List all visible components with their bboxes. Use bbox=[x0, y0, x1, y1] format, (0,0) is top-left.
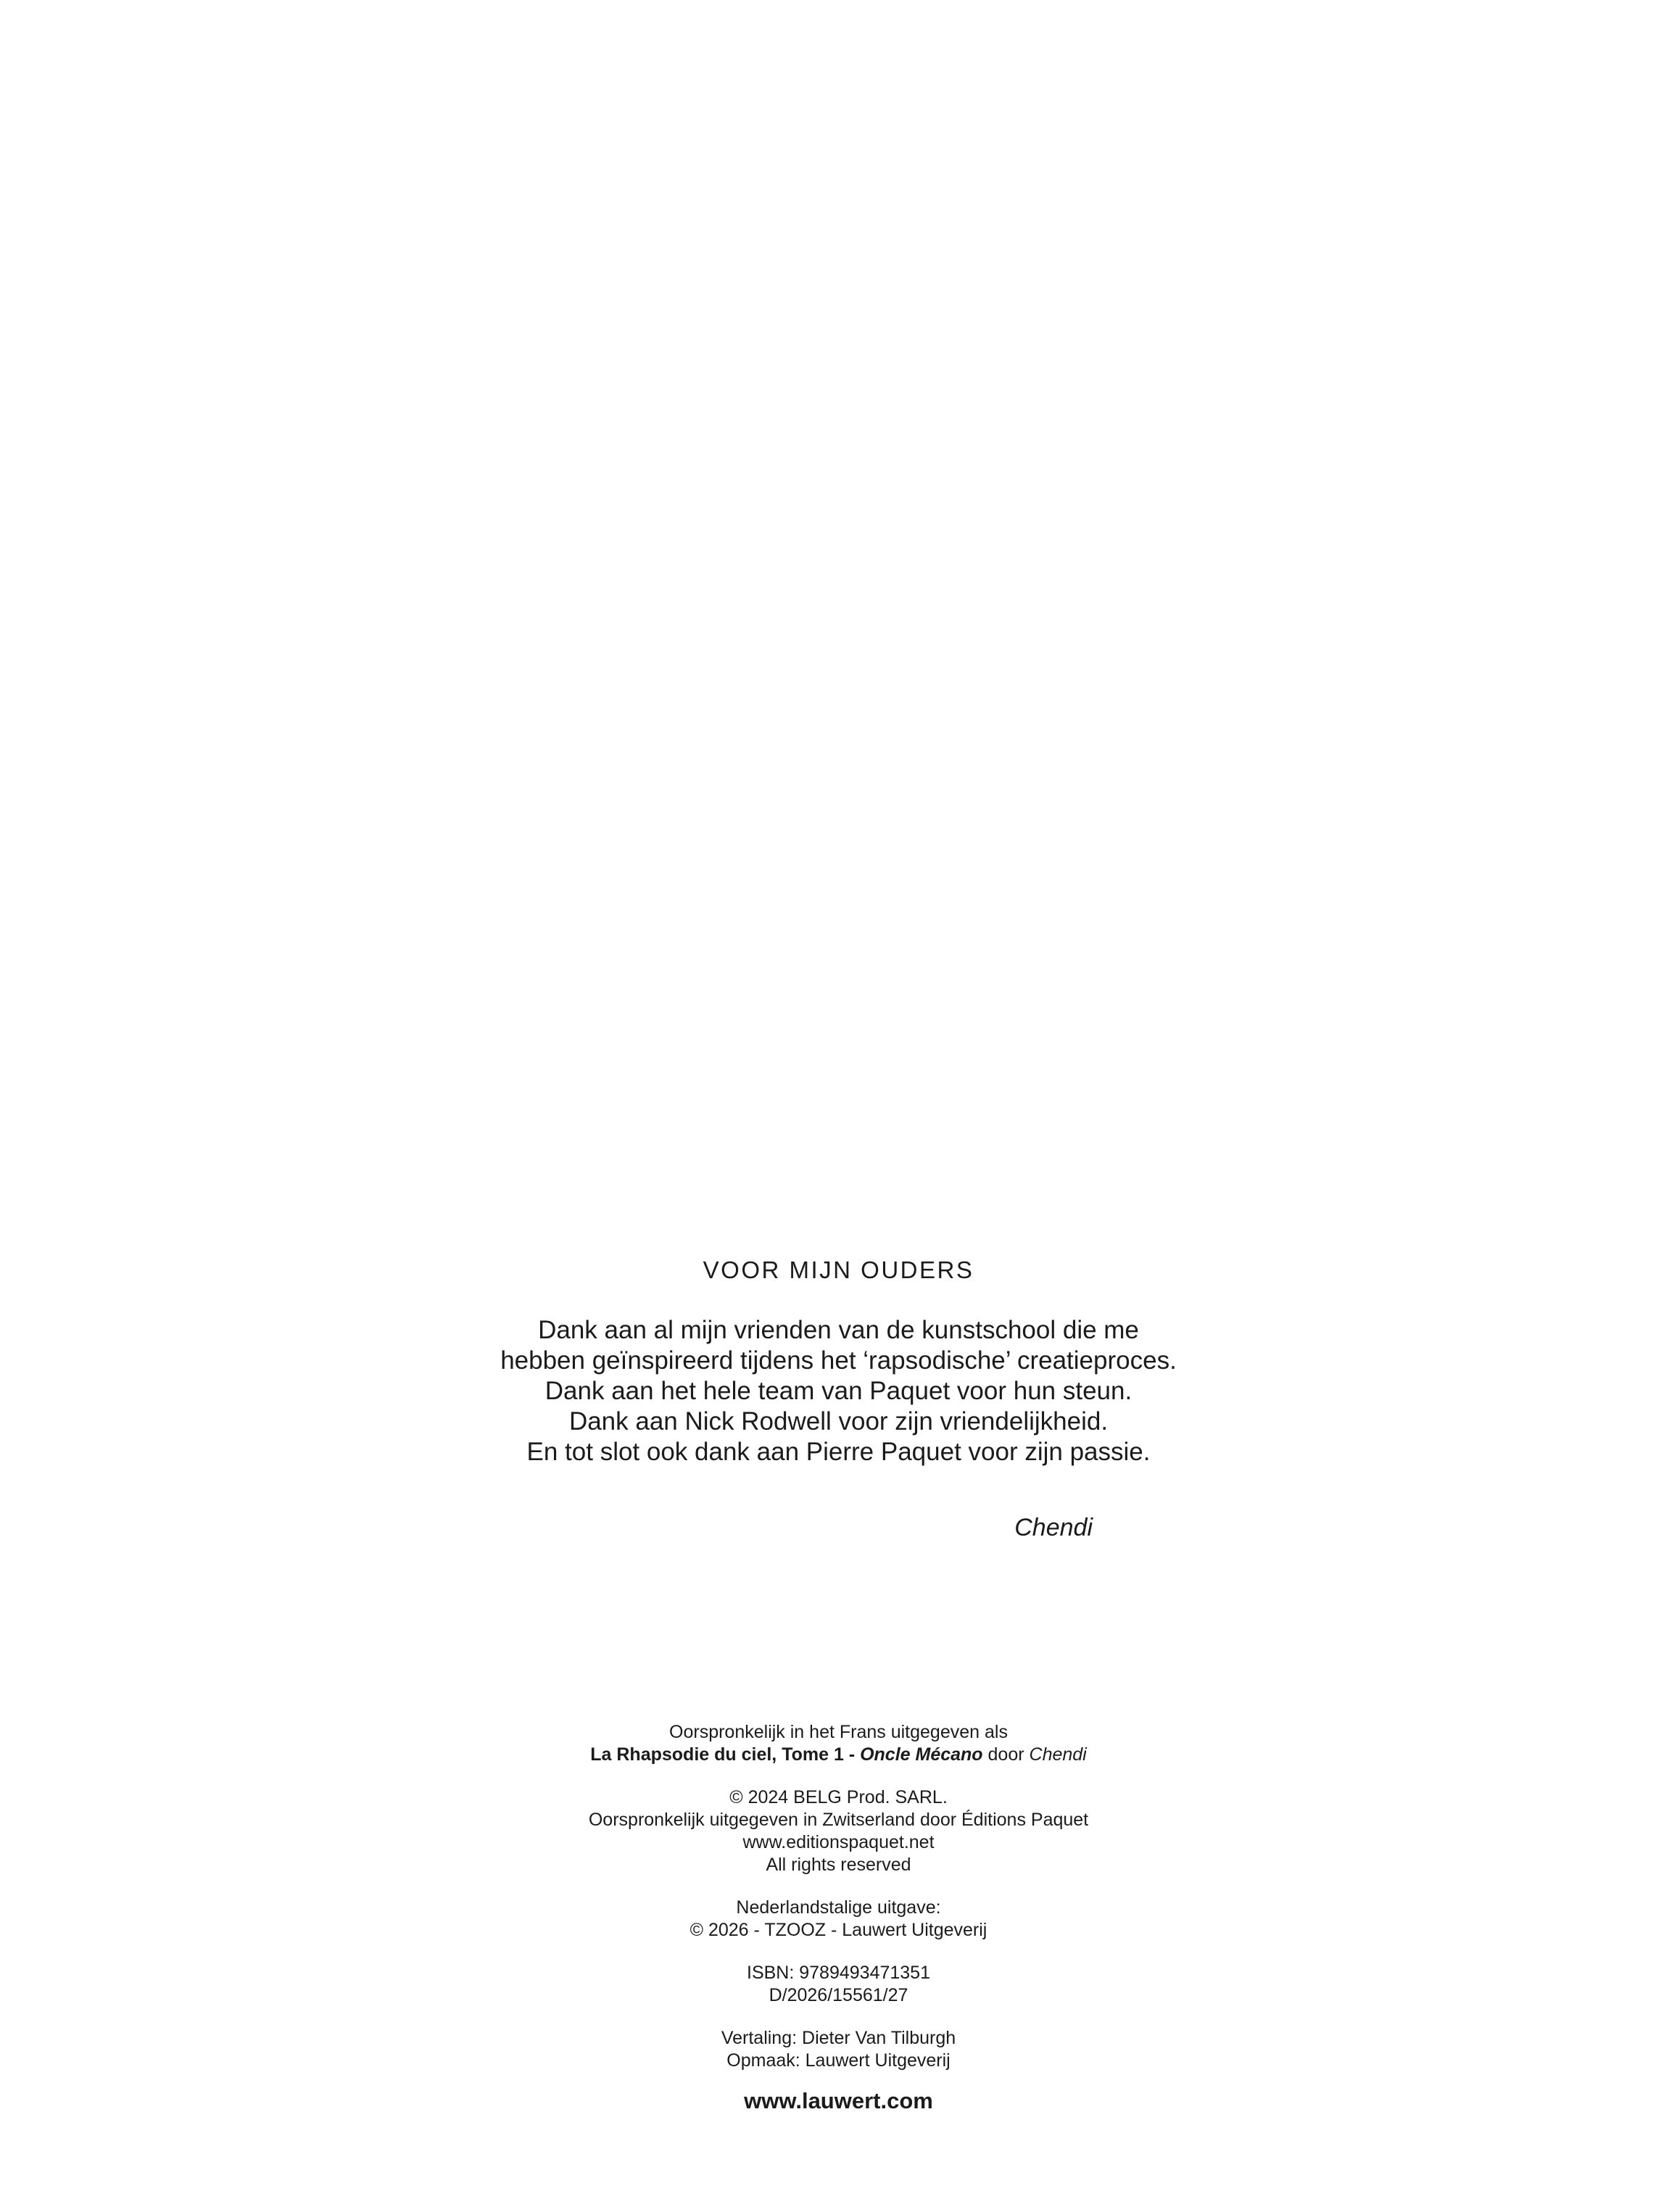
original-edition-title-line bbox=[0, 1744, 1677, 1766]
dedication-text bbox=[0, 1315, 1677, 1467]
dedication-title: VOOR MIJN OUDERS bbox=[703, 1256, 974, 1283]
copyright-line: Oorspronkelijk uitgegeven in Zwitserland door Éditions Paquet bbox=[588, 1810, 1089, 1830]
dutch-edition-block bbox=[0, 1897, 1677, 1942]
deposit-number-line: D/2026/15561/27 bbox=[769, 1985, 908, 2005]
publisher-website: www.lauwert.com bbox=[744, 2088, 933, 2113]
dedication-line: Dank aan Nick Rodwell voor zijn vriendelijkheid. bbox=[568, 1407, 1109, 1436]
dedication-line: Dank aan het hele team van Paquet voor hun steun. bbox=[544, 1377, 1133, 1405]
credits-block bbox=[0, 2027, 1677, 2072]
dutch-edition-copyright: © 2026 - TZOOZ - Lauwert Uitgeverij bbox=[690, 1920, 987, 1940]
copyright-original-block bbox=[0, 1786, 1677, 1876]
translation-credit: Vertaling: Dieter Van Tilburgh bbox=[721, 2028, 956, 2048]
dedication-line: hebben geïnspireerd tijdens het ‘rapsodische’ creatieproces. bbox=[500, 1346, 1177, 1375]
original-edition-intro: Oorspronkelijk in het Frans uitgegeven als bbox=[669, 1722, 1008, 1742]
original-title-author: Chendi bbox=[1029, 1744, 1087, 1765]
original-edition-block bbox=[0, 1721, 1677, 1766]
dedication-line: En tot slot ook dank aan Pierre Paquet voor zijn passie. bbox=[526, 1438, 1151, 1466]
dutch-edition-label: Nederlandstalige uitgave: bbox=[736, 1897, 941, 1918]
copyright-line: © 2024 BELG Prod. SARL. bbox=[729, 1787, 948, 1807]
original-title-italic: Oncle Mécano bbox=[860, 1744, 983, 1765]
dedication-line: Dank aan al mijn vrienden van de kunstschool die me bbox=[538, 1316, 1139, 1344]
publisher-url: www.editionspaquet.net bbox=[742, 1832, 935, 1852]
original-title-bold: La Rhapsodie du ciel, Tome 1 - bbox=[590, 1744, 861, 1765]
isbn-line: ISBN: 9789493471351 bbox=[747, 1963, 930, 1983]
author-signature: Chendi bbox=[1014, 1514, 1093, 1541]
rights-line: All rights reserved bbox=[766, 1855, 911, 1875]
original-title-connector: door bbox=[982, 1744, 1030, 1765]
identifiers-block bbox=[0, 1962, 1677, 2007]
layout-credit: Opmaak: Lauwert Uitgeverij bbox=[726, 2050, 951, 2071]
